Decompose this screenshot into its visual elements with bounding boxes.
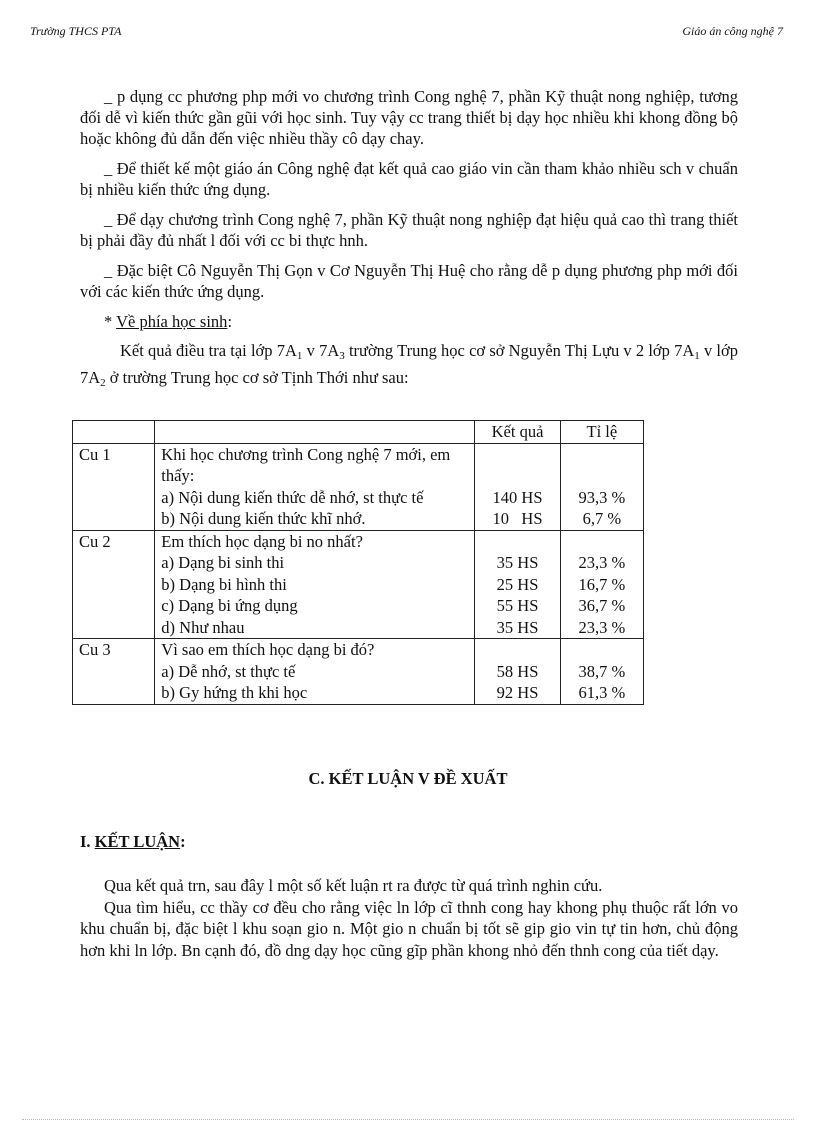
answer-rate: 36,7 % xyxy=(578,596,626,615)
question-label: Cu 2 xyxy=(73,530,155,639)
subsection-text: KẾT LUẬN xyxy=(94,832,181,851)
spacer xyxy=(567,639,637,661)
answer-result: 140 HS xyxy=(492,487,543,507)
rate-cell xyxy=(560,639,643,705)
answer-result: 35 HS xyxy=(496,617,539,637)
answer-rate: 61,3 % xyxy=(578,683,626,702)
answer-option: a) Dạng bi sinh thi xyxy=(161,553,285,572)
intro-text: v lớp 7A xyxy=(80,341,738,387)
header-school-name: Trường THCS PTA xyxy=(30,24,122,38)
answer-rate: 38,7 % xyxy=(578,661,626,681)
result-cell xyxy=(475,530,560,639)
spacer xyxy=(481,444,553,466)
answer-result: 55 HS xyxy=(496,596,539,615)
question-cell xyxy=(155,530,475,639)
question-cell xyxy=(155,639,475,705)
answer-result: 10 HS xyxy=(492,509,543,528)
spacer xyxy=(481,639,553,661)
spacer xyxy=(481,465,553,487)
survey-intro xyxy=(80,340,738,394)
question-text: Em thích học dạng bi no nhất? xyxy=(161,531,363,551)
result-cell xyxy=(475,443,560,530)
paragraph: Qua kết quả trn, sau đây l một số kết luận rt ra được từ quá trình nghin cứu. xyxy=(104,876,603,895)
paragraph: _ p dụng cc phương php mới vo chương trình Cong nghệ 7, phần Kỹ thuật nong nghiệp, tương đối dễ vì kiến thức gần gũi với học sinh. Tuy vậy cc trang thiết bị dạy học nhiều khi khong đồng bộ hoặc không đủ dẫn đến việc nhiều thầy cô dạy chay. xyxy=(80,87,738,148)
spacer xyxy=(567,444,637,466)
subscript: 3 xyxy=(339,350,345,362)
header-cell xyxy=(73,421,155,444)
answer-option: b) Nội dung kiến thức khĩ nhớ. xyxy=(161,509,366,528)
answer-option: a) Nội dung kiến thức dễ nhớ, st thực tế xyxy=(161,487,424,507)
answer-rate: 6,7 % xyxy=(582,509,622,528)
spacer xyxy=(481,531,553,553)
header-cell xyxy=(155,421,475,444)
survey-table xyxy=(72,420,644,705)
answer-option: b) Gy hứng th khi học xyxy=(161,683,308,702)
intro-text: ở trường Trung học cơ sở Tịnh Thới như sau: xyxy=(105,368,409,387)
rate-cell xyxy=(560,530,643,639)
answer-option: c) Dạng bi ứng dụng xyxy=(161,596,298,615)
answer-option: b) Dạng bi hình thi xyxy=(161,574,287,594)
subscript: 2 xyxy=(100,377,106,389)
table-row xyxy=(73,443,644,530)
question-text: Vì sao em thích học dạng bi đó? xyxy=(161,640,375,659)
header-document-title: Giáo án công nghệ 7 xyxy=(682,24,783,38)
answer-rate: 23,3 % xyxy=(578,553,626,572)
answer-rate: 23,3 % xyxy=(578,617,626,637)
students-heading xyxy=(80,311,738,332)
spacer xyxy=(567,531,637,553)
intro-text: trường Trung học cơ sở Nguyễn Thị Lựu v 2 lớp 7A xyxy=(344,341,695,360)
subsection-title xyxy=(80,832,186,852)
header-result: Kết quả xyxy=(475,421,560,444)
result-cell xyxy=(475,639,560,705)
rate-cell xyxy=(560,443,643,530)
spacer xyxy=(567,465,637,487)
question-label: Cu 3 xyxy=(73,639,155,705)
answer-result: 35 HS xyxy=(496,553,539,572)
subscript: 1 xyxy=(296,350,303,362)
paragraph: _ Đặc biệt Cô Nguyễn Thị Gọn v Cơ Nguyễn Thị Huệ cho rằng dễ p dụng phương php mới đối với các kiến thức ứng dụng. xyxy=(80,261,738,301)
table-row xyxy=(73,639,644,705)
answer-option: d) Như nhau xyxy=(161,617,245,637)
answer-rate: 16,7 % xyxy=(578,574,626,594)
answer-option: a) Dễ nhớ, st thực tế xyxy=(161,661,296,681)
subscript: 1 xyxy=(694,350,700,362)
subsection-prefix: I. xyxy=(80,832,95,851)
intro-text: Kết quả điều tra tại lớp 7A xyxy=(120,341,297,360)
paragraph: _ Để thiết kế một giáo án Công nghệ đạt kết quả cao giáo vin cần tham khảo nhiều sch v chuẩn bị nhiều kiến thức ứng dụng. xyxy=(80,159,738,199)
question-cell xyxy=(155,443,475,530)
answer-result: 25 HS xyxy=(496,574,539,594)
answer-result: 58 HS xyxy=(496,661,539,681)
subsection-suffix: : xyxy=(180,832,186,851)
question-label: Cu 1 xyxy=(73,443,155,530)
page-bottom-divider xyxy=(22,1119,794,1120)
body-text xyxy=(80,86,738,403)
intro-text: v 7A xyxy=(302,341,340,360)
header-rate: Tỉ lệ xyxy=(560,421,643,444)
answer-result: 92 HS xyxy=(496,683,539,702)
section-title: C. KẾT LUẬN V ĐỀ XUẤT xyxy=(308,769,508,788)
students-heading-text: Về phía học sinh xyxy=(116,312,228,331)
table-header-row xyxy=(73,421,644,444)
question-text: Khi học chương trình Cong nghệ 7 mới, em thấy: xyxy=(161,444,451,485)
students-heading-prefix: * xyxy=(104,312,117,331)
answer-rate: 93,3 % xyxy=(578,487,626,507)
paragraph: Qua tìm hiểu, cc thầy cơ đều cho rằng việc ln lớp cĩ thnh cong hay khong phụ thuộc rất lớn vo khu chuẩn bị, đặc biệt l khu soạn gio n. Một gio n chuẩn bị tốt sẽ gip gio vin tự tin hơn, chủ động hơn khi ln lớp. Bn cạnh đó, đồ dng dạy học cũng gĩp phần khong nhỏ đến thnh cong của tiết dạy. xyxy=(80,897,738,960)
conclusion-text xyxy=(80,875,738,961)
table-row xyxy=(73,530,644,639)
paragraph: _ Để dạy chương trình Cong nghệ 7, phần Kỹ thuật nong nghiệp đạt hiệu quả cao thì trang thiết bị phải đầy đủ nhất l đối với cc bi thực hnh. xyxy=(80,210,738,250)
students-heading-suffix: : xyxy=(227,312,233,331)
